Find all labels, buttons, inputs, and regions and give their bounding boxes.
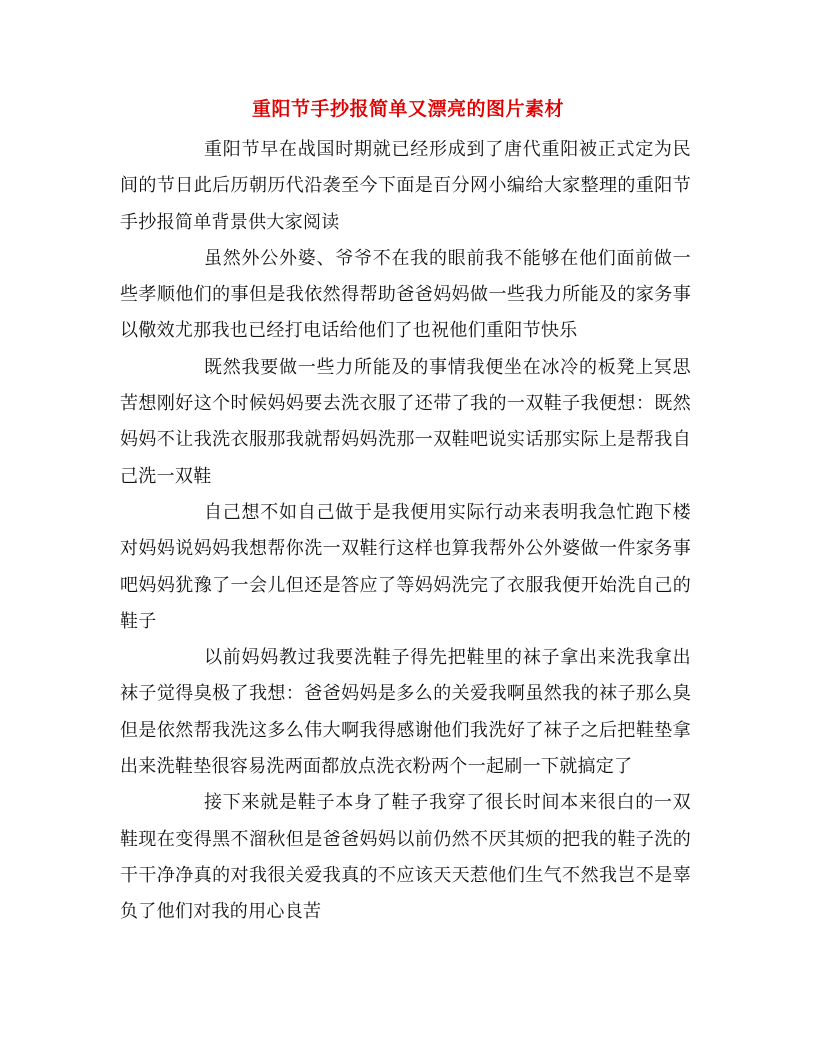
paragraph: 虽然外公外婆、爷爷不在我的眼前我不能够在他们面前做一些孝顺他们的事但是我依然得帮助爸爸妈妈做一些我力所能及的家务事以儆效尤那我也已经打电话给他们了也祝他们重阳节快乐 xyxy=(120,247,691,342)
paragraph: 以前妈妈教过我要洗鞋子得先把鞋里的袜子拿出来洗我拿出袜子觉得臭极了我想：爸爸妈妈是多么的关爱我啊虽然我的袜子那么臭但是依然帮我洗这多么伟大啊我得感谢他们我洗好了袜子之后把鞋垫拿出来洗鞋垫很容易洗两面都放点洗衣粉两个一起刷一下就搞定了 xyxy=(120,647,691,778)
paragraph: 自己想不如自己做于是我便用实际行动来表明我急忙跑下楼对妈妈说妈妈我想帮你洗一双鞋行这样也算我帮外公外婆做一件家务事吧妈妈犹豫了一会儿但还是答应了等妈妈洗完了衣服我便开始洗自己的鞋子 xyxy=(120,501,691,632)
paragraph: 重阳节早在战国时期就已经形成到了唐代重阳被正式定为民间的节日此后历朝历代沿袭至今下面是百分网小编给大家整理的重阳节手抄报简单背景供大家阅读 xyxy=(120,139,691,233)
paragraph: 接下来就是鞋子本身了鞋子我穿了很长时间本来很白的一双鞋现在变得黑不溜秋但是爸爸妈妈以前仍然不厌其烦的把我的鞋子洗的干干净净真的对我很关爱我真的不应该天天惹他们生气不然我岂不是辜负了他们对我的用心良苦 xyxy=(120,792,691,923)
paragraph: 既然我要做一些力所能及的事情我便坐在冰冷的板凳上冥思苦想刚好这个时候妈妈要去洗衣服了还带了我的一双鞋子我便想：既然妈妈不让我洗衣服那我就帮妈妈洗那一双鞋吧说实话那实际上是帮我自己洗一双鞋 xyxy=(120,356,691,487)
document-body xyxy=(120,132,691,931)
document-title: 重阳节手抄报简单又漂亮的图片素材 xyxy=(251,98,564,120)
